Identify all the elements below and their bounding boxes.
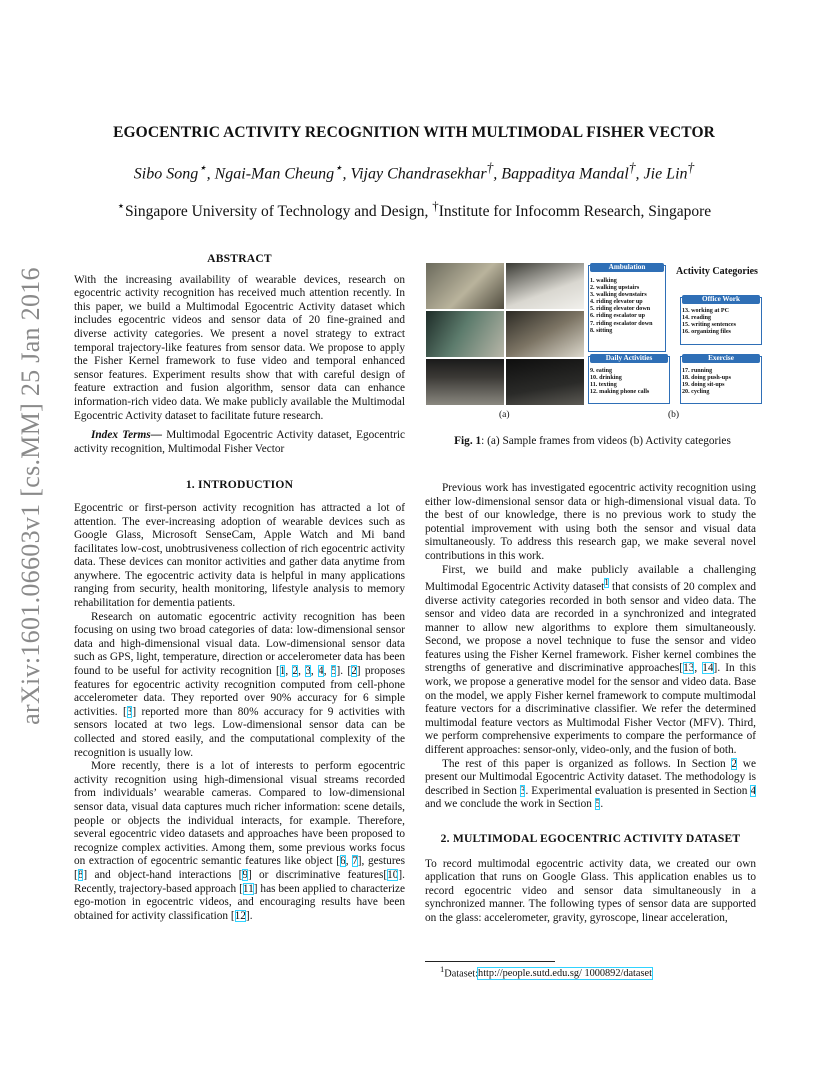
citation-link[interactable]: 7: [352, 855, 358, 868]
author-list: Sibo Song⋆, Ngai-Man Cheung⋆, Vijay Chandrasekhar†, Bappaditya Mandal†, Jie Lin†: [133, 160, 695, 183]
body-paragraph: To record multimodal egocentric activity data, we created our own application that runs on Google Glass. This application enables us to record egocentric video and sensor data simultaneously in a synchronized manner. The following types of sensor data are supported on the glass: accelerometer, gravity, gyroscope, linear acceleration,: [425, 857, 756, 924]
author-name: Ngai-Man Cheung: [214, 165, 335, 183]
video-frame-reading: [506, 311, 584, 357]
category-items-ambulation: 1. walking 2. walking upstairs 3. walking downstairs 4. riding elevator up 5. riding elevator down 6. riding escalator up 7. riding escalator down 8. sitting: [590, 278, 653, 334]
dataset-link[interactable]: http://people.sutd.edu.sg/ 1000892/dataset: [478, 968, 652, 980]
video-frame-office: [426, 311, 504, 357]
body-paragraph: The rest of this paper is organized as follows. In Section 2 we present our Multimodal Egocentric Activity dataset. The methodology is described in Section 3. Experimental evaluation is presented in Section 4 and we conclude the work in Section 5.: [425, 757, 756, 811]
intro-paragraph: More recently, there is a lot of interests to perform egocentric activity recognition using high-dimensional visual streams recorded from individuals’ wearable cameras. Compared to low-dimensional sensor data, visual data captures much richer information: scene details, people or objects the individual interacts, for example. Therefore, several egocentric video datasets and approaches have been proposed to recognize complex activities. Among them, some previous works focus on extraction of egocentric semantic features like object [6, 7], gestures [8] and object-hand interactions [9] or discriminative features[10]. Recently, trajectory-based approach [11] has been applied to characterize ego-motion in egocentric videos, and encouraging results have been obtained for activity classification [12].: [74, 760, 406, 922]
video-frame-dark: [506, 359, 584, 405]
intro-paragraph: Egocentric or first-person activity recognition has attracted a lot of attention. The ever-increasing adoption of wearable devices such as Google Glass, Microsoft SenseCam, Apple Watch and Mi band facilitates low-cost, unobtrusiveness collection of rich egocentric activity data. These devices can monitor activities and gather data anytime from anywhere. The egocentric activity data is helpful in many applications ranging from security, health monitoring, lifestyle analysis to memory rehabilitation for dementia patients.: [74, 501, 405, 610]
citation-link[interactable]: 12: [234, 909, 246, 922]
citation-link[interactable]: 1: [279, 665, 286, 678]
subfig-label-b: (b): [668, 410, 680, 420]
abstract-text: With the increasing availability of wearable devices, research on egocentric activity recognition has received much attention recently. In this paper, we build a Multimodal Egocentric Activity dataset which includes egocentric videos and sensor data of 20 fine-grained and diverse activity categories. We present a novel strategy to extract temporal trajectory-like features from sensor data. We propose to apply the Fisher Kernel framework to fuse video and temporal enhanced sensor features. Experiment results show that with careful design of feature extraction and fusion algorithm, sensor data can enhance information-rich video data. We make publicly available the Multimodal Egocentric Activity dataset to facilitate future research.: [74, 273, 405, 422]
activity-categories-title: Activity Categories: [676, 266, 758, 277]
footnote: $^1$Dataset:http://people.sutd.edu.sg/ 1000892/dataset: [440, 964, 652, 980]
paper-title: EGOCENTRIC ACTIVITY RECOGNITION WITH MULTIMODAL FISHER VECTOR: [113, 124, 715, 141]
citation-link[interactable]: 3: [305, 665, 311, 678]
author-name: Jie Lin: [643, 165, 688, 183]
section2-heading: 2. MULTIMODAL EGOCENTRIC ACTIVITY DATASET: [440, 832, 741, 846]
citation-link[interactable]: 5: [330, 665, 337, 678]
sample-frames-grid: [426, 263, 585, 420]
intro-heading: 1. INTRODUCTION: [185, 478, 294, 492]
section-link[interactable]: 3: [519, 784, 526, 797]
author-name: Sibo Song: [133, 165, 199, 183]
right-column: [425, 482, 756, 926]
footnote-ref[interactable]: 1: [604, 578, 609, 589]
left-column: [74, 252, 405, 923]
citation-link[interactable]: 2: [292, 665, 299, 678]
citation-link[interactable]: 8: [77, 868, 84, 881]
citation-link[interactable]: 10: [387, 868, 399, 881]
intro-paragraph: Research on automatic egocentric activity recognition has been focusing on using two broad categories of data: low-dimensional sensor data and high-dimensional visual data. Low-dimensional sensor data such as GPS, light, temperature, direction or accelerometer data has been found to be useful for activity recognition [1, 2, 3, 4, 5]. [2] proposes features for egocentric activity recognition computed from cell-phone accelerometer data. They reported over 90% accuracy for 6 simple activities. [3] reported more than 80% accuracy for 9 activities with sensors located at two legs. Low-dimensional sensor data can be collected and stored easily, and the computational complexity of the recognition is usually low.: [74, 610, 406, 759]
body-paragraph: First, we build and make publicly available a challenging Multimodal Egocentric Activity dataset$^1$ that consists of 20 complex and diverse activity categories recorded in both sensor and video data. The sensor and video data are recorded in a synchronized and integrated manner to allow new algorithms to explore them simultaneously. Second, we propose a novel technique to fuse the sensor and video features using the Fisher Kernel framework. Fisher kernel combines the strengths of generative and discriminative approaches[13, 14]. In this work, we propose a generative model for the sensor and video data. Base on the model, we apply Fisher kernel framework to compute multimodal feature vectors for a discriminative classifier. We refer the determined multimodal feature vectors as Multimodal Fisher Vector (MFV). Third, we perform comprehensive experiments to compare the performance of different approaches: sensor-only, video-only, and the fusion of both.: [425, 563, 756, 757]
video-frame-writing: [506, 263, 584, 309]
category-header-ambulation: Ambulation: [590, 263, 664, 272]
category-items-exercise: 17. running 18. doing push-ups 19. doing sit-ups 20. cycling: [682, 368, 731, 396]
category-header-exercise: Exercise: [682, 354, 760, 363]
abstract-heading: ABSTRACT: [207, 252, 272, 265]
affiliations: ⋆Singapore University of Technology and Design, †Institute for Infocomm Research, Singapore: [116, 198, 712, 221]
author-name: Vijay Chandrasekhar: [350, 165, 487, 183]
category-header-daily-activities: Daily Activities: [590, 354, 668, 363]
citation-link[interactable]: 14: [702, 662, 714, 675]
footnote-rule: [425, 961, 555, 962]
video-frame-walking: [426, 263, 504, 309]
section-link[interactable]: 2: [731, 757, 738, 770]
video-frame-corridor: [426, 359, 504, 405]
category-header-office-work: Office Work: [682, 295, 760, 304]
activity-categories-panel: [586, 263, 764, 420]
section-link[interactable]: 4: [750, 784, 756, 797]
citation-link[interactable]: 9: [242, 868, 248, 881]
citation-link[interactable]: 2: [351, 665, 357, 678]
citation-link[interactable]: 11: [242, 882, 254, 895]
citation-link[interactable]: 4: [318, 665, 324, 678]
figure-caption: Fig. 1: (a) Sample frames from videos (b) Activity categories: [454, 435, 731, 447]
category-items-daily-activities: 9. eating 10. drinking 11. texting 12. making phone calls: [590, 368, 650, 396]
section-link[interactable]: 5: [594, 798, 601, 811]
subfig-label-a: (a): [499, 410, 510, 420]
category-items-office-work: 13. working at PC 14. reading 15. writing sentences 16. organizing files: [682, 308, 736, 336]
citation-link[interactable]: 6: [340, 855, 346, 868]
author-name: Bappaditya Mandal: [501, 165, 629, 183]
citation-link[interactable]: 3: [126, 705, 133, 718]
arxiv-id: arXiv:1601.06603v1 [cs.MM] 25 Jan 2016: [16, 267, 45, 725]
index-terms: Index Terms— Multimodal Egocentric Activity dataset, Egocentric activity recognition, Multimodal Fisher Vector: [74, 429, 405, 455]
body-paragraph: Previous work has investigated egocentric activity recognition using either low-dimensional sensor data or high-dimensional visual data. To the best of our knowledge, there is no previous work to study the potential improvement with using both the sensor and visual data simultaneously. To address this research gap, we make several novel contributions in this work.: [425, 482, 756, 562]
citation-link[interactable]: 13: [683, 662, 695, 675]
arxiv-stamp: [10, 267, 52, 725]
